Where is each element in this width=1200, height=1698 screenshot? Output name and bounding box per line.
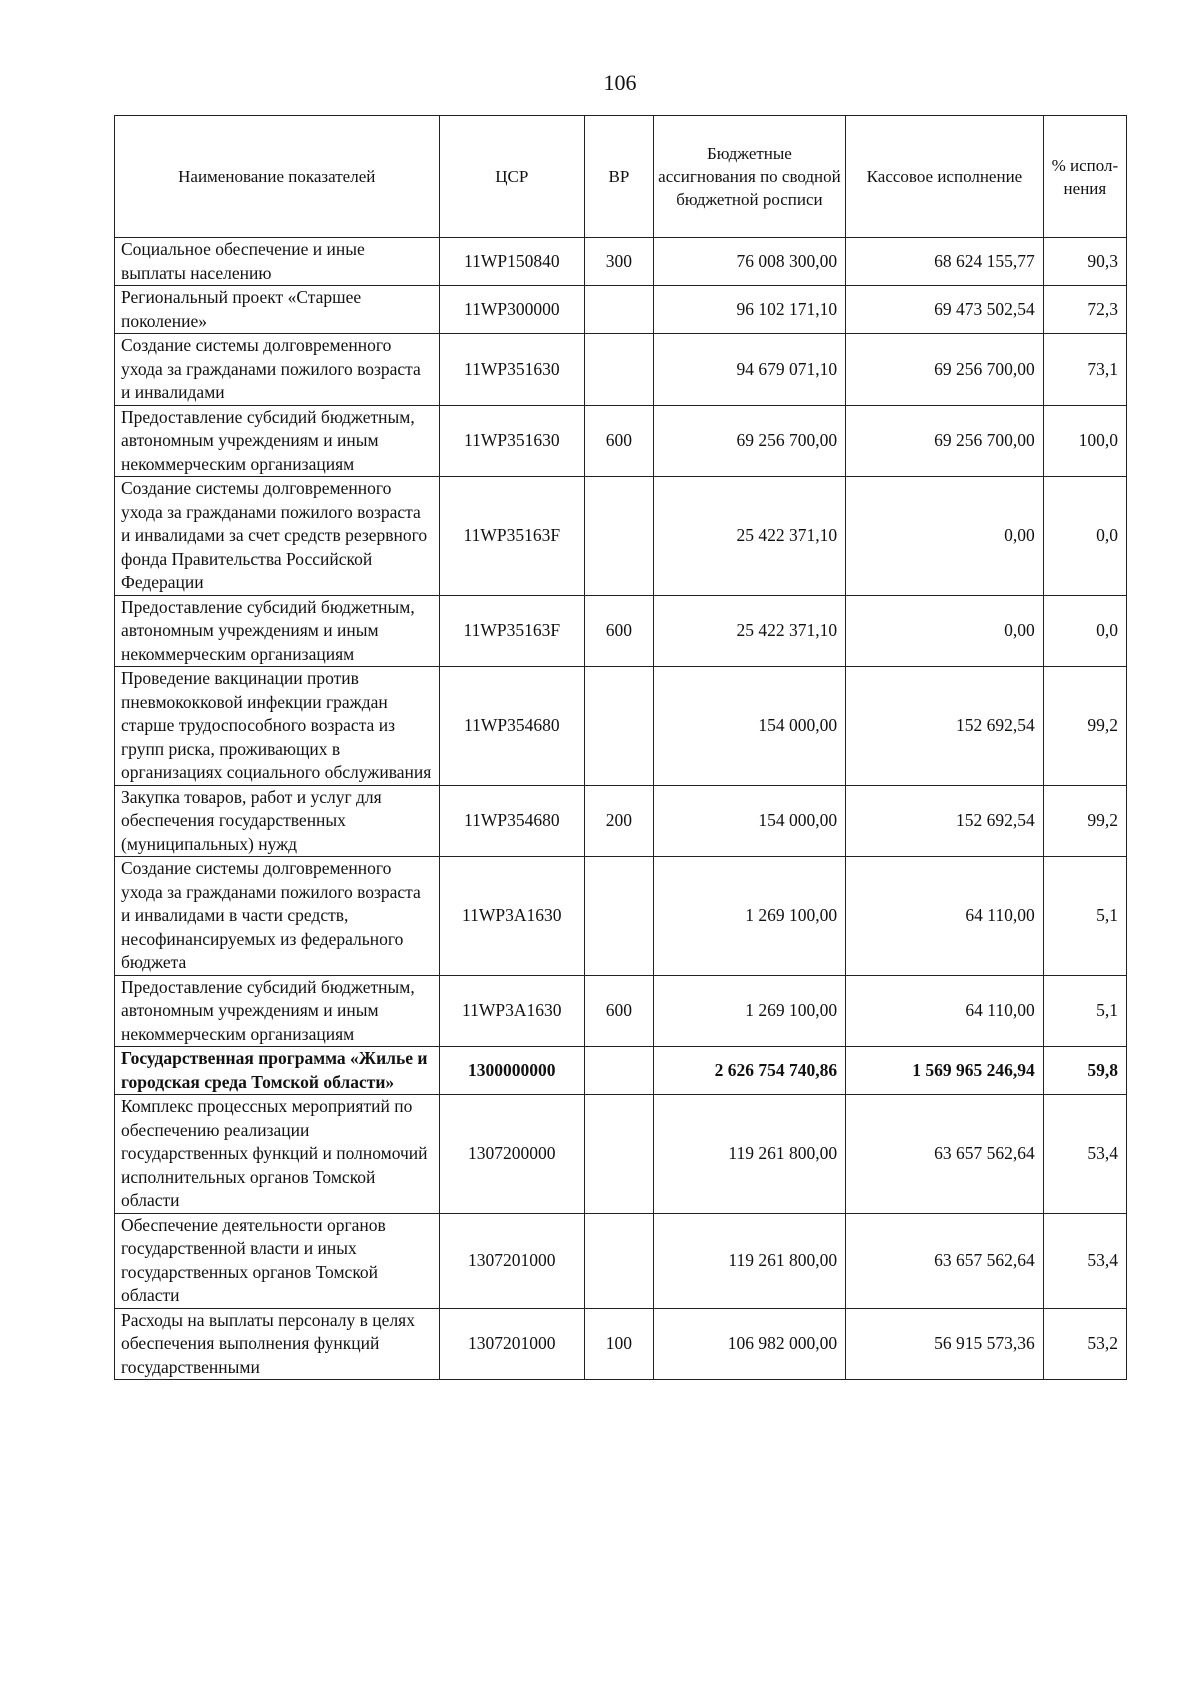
cell-percent: 53,4: [1043, 1095, 1126, 1214]
header-name: Наименование показателей: [115, 116, 440, 238]
table-header-row: [115, 116, 1127, 238]
cell-vr: [585, 477, 654, 596]
cell-csr: 11WP150840: [439, 238, 585, 286]
cell-name: Социальное обеспечение и иные выплаты населению: [115, 238, 440, 286]
cell-cash: 0,00: [846, 477, 1044, 596]
cell-percent: 5,1: [1043, 857, 1126, 976]
table-row: [115, 975, 1127, 1047]
cell-percent: 100,0: [1043, 405, 1126, 477]
cell-cash: 152 692,54: [846, 785, 1044, 857]
cell-csr: 11WP35163F: [439, 477, 585, 596]
cell-cash: 64 110,00: [846, 975, 1044, 1047]
cell-cash: 68 624 155,77: [846, 238, 1044, 286]
cell-csr: 1300000000: [439, 1047, 585, 1095]
cell-csr: 11WP35163F: [439, 595, 585, 667]
cell-percent: 5,1: [1043, 975, 1126, 1047]
cell-budget: 154 000,00: [653, 667, 845, 786]
cell-percent: 59,8: [1043, 1047, 1126, 1095]
cell-name: Региональный проект «Старшее поколение»: [115, 286, 440, 334]
cell-percent: 72,3: [1043, 286, 1126, 334]
cell-csr: 11WP3A1630: [439, 975, 585, 1047]
table-row: [115, 785, 1127, 857]
cell-csr: 11WP354680: [439, 667, 585, 786]
page-number: 106: [603, 70, 637, 95]
table-row: [115, 667, 1127, 786]
cell-percent: 53,2: [1043, 1308, 1126, 1380]
cell-budget: 119 261 800,00: [653, 1095, 845, 1214]
cell-percent: 0,0: [1043, 595, 1126, 667]
cell-csr: 11WP3A1630: [439, 857, 585, 976]
cell-csr: 1307201000: [439, 1213, 585, 1308]
cell-percent: 0,0: [1043, 477, 1126, 596]
cell-vr: 600: [585, 975, 654, 1047]
cell-vr: 100: [585, 1308, 654, 1380]
cell-name: Предоставление субсидий бюджетным, автономным учреждениям и иным некоммерческим организациям: [115, 405, 440, 477]
cell-vr: [585, 286, 654, 334]
header-percent: % испол-нения: [1043, 116, 1126, 238]
cell-name: Государственная программа «Жилье и городская среда Томской области»: [115, 1047, 440, 1095]
header-vr: ВР: [585, 116, 654, 238]
cell-vr: 200: [585, 785, 654, 857]
cell-cash: 69 256 700,00: [846, 405, 1044, 477]
header-csr: ЦСР: [439, 116, 585, 238]
cell-cash: 152 692,54: [846, 667, 1044, 786]
table-row: [115, 1095, 1127, 1214]
cell-budget: 96 102 171,10: [653, 286, 845, 334]
cell-percent: 99,2: [1043, 667, 1126, 786]
cell-vr: [585, 1095, 654, 1214]
cell-vr: [585, 334, 654, 406]
cell-budget: 94 679 071,10: [653, 334, 845, 406]
cell-name: Расходы на выплаты персоналу в целях обеспечения выполнения функций государственными: [115, 1308, 440, 1380]
cell-vr: [585, 1213, 654, 1308]
cell-vr: 300: [585, 238, 654, 286]
cell-cash: 56 915 573,36: [846, 1308, 1044, 1380]
cell-cash: 69 473 502,54: [846, 286, 1044, 334]
cell-budget: 76 008 300,00: [653, 238, 845, 286]
budget-table: [114, 115, 1127, 1380]
table-row: [115, 405, 1127, 477]
cell-cash: 63 657 562,64: [846, 1095, 1044, 1214]
table-row: [115, 1308, 1127, 1380]
table-row: [115, 595, 1127, 667]
table-row: [115, 238, 1127, 286]
cell-cash: 0,00: [846, 595, 1044, 667]
header-cash: Кассовое исполнение: [846, 116, 1044, 238]
cell-name: Проведение вакцинации против пневмококковой инфекции граждан старше трудоспособного возраста из групп риска, проживающих в организациях социального обслуживания: [115, 667, 440, 786]
table-row: [115, 1047, 1127, 1095]
table-body: [115, 238, 1127, 1380]
cell-csr: 1307200000: [439, 1095, 585, 1214]
cell-csr: 11WP351630: [439, 405, 585, 477]
table-row: [115, 477, 1127, 596]
cell-budget: 1 269 100,00: [653, 975, 845, 1047]
cell-budget: 25 422 371,10: [653, 595, 845, 667]
cell-name: Создание системы долговременного ухода за гражданами пожилого возраста и инвалидами за счет средств резервного фонда Правительства Российской Федерации: [115, 477, 440, 596]
cell-budget: 69 256 700,00: [653, 405, 845, 477]
cell-name: Обеспечение деятельности органов государственной власти и иных государственных органов Томской области: [115, 1213, 440, 1308]
cell-vr: 600: [585, 595, 654, 667]
cell-name: Создание системы долговременного ухода за гражданами пожилого возраста и инвалидами в части средств, несофинансируемых из федерального бюджета: [115, 857, 440, 976]
cell-budget: 25 422 371,10: [653, 477, 845, 596]
cell-percent: 99,2: [1043, 785, 1126, 857]
cell-vr: [585, 667, 654, 786]
cell-name: Закупка товаров, работ и услуг для обеспечения государственных (муниципальных) нужд: [115, 785, 440, 857]
header-budget: Бюджетные ассигнования по сводной бюджетной росписи: [653, 116, 845, 238]
cell-budget: 2 626 754 740,86: [653, 1047, 845, 1095]
cell-cash: 64 110,00: [846, 857, 1044, 976]
cell-budget: 154 000,00: [653, 785, 845, 857]
table-row: [115, 857, 1127, 976]
cell-name: Создание системы долговременного ухода за гражданами пожилого возраста и инвалидами: [115, 334, 440, 406]
cell-name: Предоставление субсидий бюджетным, автономным учреждениям и иным некоммерческим организациям: [115, 595, 440, 667]
cell-budget: 1 269 100,00: [653, 857, 845, 976]
cell-csr: 11WP351630: [439, 334, 585, 406]
cell-percent: 53,4: [1043, 1213, 1126, 1308]
cell-cash: 69 256 700,00: [846, 334, 1044, 406]
cell-name: Комплекс процессных мероприятий по обеспечению реализации государственных функций и полномочий исполнительных органов Томской области: [115, 1095, 440, 1214]
cell-cash: 1 569 965 246,94: [846, 1047, 1044, 1095]
cell-vr: [585, 857, 654, 976]
table-row: [115, 1213, 1127, 1308]
cell-budget: 106 982 000,00: [653, 1308, 845, 1380]
cell-cash: 63 657 562,64: [846, 1213, 1044, 1308]
cell-vr: [585, 1047, 654, 1095]
cell-csr: 1307201000: [439, 1308, 585, 1380]
cell-vr: 600: [585, 405, 654, 477]
table-row: [115, 334, 1127, 406]
cell-name: Предоставление субсидий бюджетным, автономным учреждениям и иным некоммерческим организациям: [115, 975, 440, 1047]
cell-percent: 73,1: [1043, 334, 1126, 406]
cell-budget: 119 261 800,00: [653, 1213, 845, 1308]
cell-csr: 11WP300000: [439, 286, 585, 334]
table-row: [115, 286, 1127, 334]
cell-csr: 11WP354680: [439, 785, 585, 857]
cell-percent: 90,3: [1043, 238, 1126, 286]
